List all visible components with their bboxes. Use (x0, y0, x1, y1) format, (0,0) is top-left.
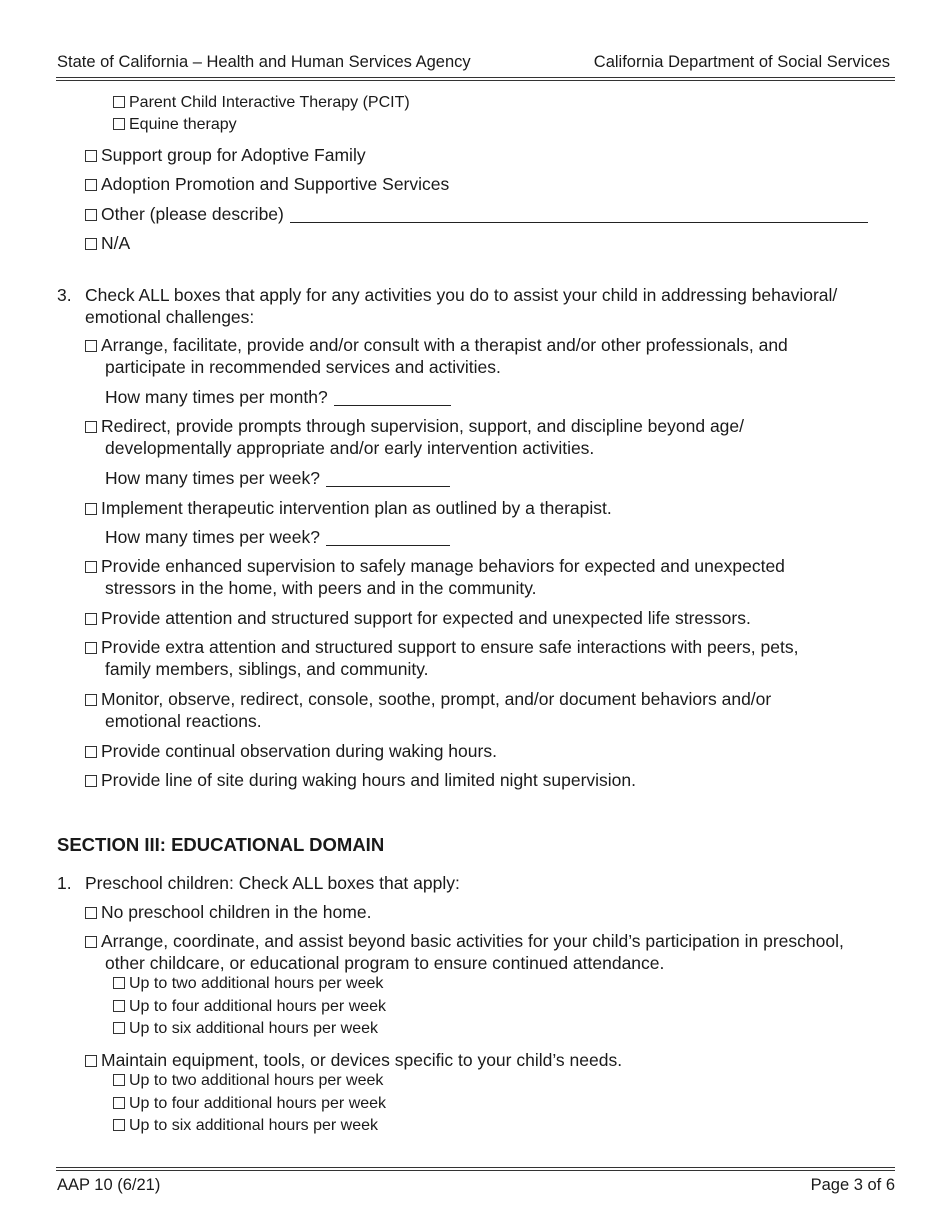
q3-frequency-week-1: How many times per week? (105, 467, 450, 489)
s3-sub-four-hours: Up to four additional hours per week (113, 998, 386, 1016)
q3-option-redirect: Redirect, provide prompts through supervision, support, and discipline beyond age/ developmentally appropriate and/or early intervention activities. (85, 415, 744, 459)
q3-option-continual-observation: Provide continual observation during waking hours. (85, 740, 497, 762)
checkbox[interactable] (85, 775, 97, 787)
q3-option-safe-interactions: Provide extra attention and structured support to ensure safe interactions with peers, pets, family members, siblings, and community. (85, 636, 798, 680)
checkbox[interactable] (113, 1000, 125, 1012)
header-agency: State of California – Health and Human Services Agency (57, 53, 471, 71)
checkbox[interactable] (85, 179, 97, 191)
checkbox[interactable] (85, 238, 97, 250)
q3-option-attention-support: Provide attention and structured support for expected and unexpected life stressors. (85, 607, 751, 629)
checkbox[interactable] (85, 561, 97, 573)
checkbox[interactable] (85, 746, 97, 758)
checkbox[interactable] (85, 613, 97, 625)
q3-option-enhanced-supervision: Provide enhanced supervision to safely manage behaviors for expected and unexpected stressors in the home, with peers and in the community. (85, 555, 785, 599)
checkbox[interactable] (113, 1097, 125, 1109)
option-other: Other (please describe) (85, 203, 868, 225)
s3-sub-two-hours-2: Up to two additional hours per week (113, 1072, 383, 1090)
s3-option-maintain-equipment: Maintain equipment, tools, or devices specific to your child’s needs. (85, 1049, 622, 1071)
checkbox[interactable] (85, 340, 97, 352)
question-3-text: Check ALL boxes that apply for any activities you do to assist your child in addressing behavioral/ emotional challenges: (85, 285, 838, 327)
option-equine-therapy: Equine therapy (113, 116, 237, 134)
checkbox[interactable] (85, 694, 97, 706)
form-number: AAP 10 (6/21) (57, 1176, 161, 1194)
footer-rule (56, 1167, 895, 1168)
checkbox[interactable] (113, 1022, 125, 1034)
times-per-week-field[interactable] (326, 471, 450, 487)
q3-option-intervention-plan: Implement therapeutic intervention plan as outlined by a therapist. (85, 497, 612, 519)
question-1-number: 1. (57, 873, 72, 893)
checkbox[interactable] (85, 150, 97, 162)
q3-frequency-month: How many times per month? (105, 386, 451, 408)
s3-option-no-preschool: No preschool children in the home. (85, 901, 371, 923)
question-1-text: Preschool children: Check ALL boxes that apply: (85, 873, 460, 893)
header-department: California Department of Social Services (593, 53, 890, 71)
checkbox[interactable] (85, 936, 97, 948)
times-per-week-field[interactable] (326, 530, 450, 546)
s3-sub-six-hours: Up to six additional hours per week (113, 1020, 378, 1038)
checkbox[interactable] (113, 118, 125, 130)
checkbox[interactable] (85, 503, 97, 515)
q3-frequency-week-2: How many times per week? (105, 526, 450, 548)
checkbox[interactable] (85, 642, 97, 654)
checkbox[interactable] (85, 209, 97, 221)
section-heading: SECTION III: EDUCATIONAL DOMAIN (57, 834, 385, 855)
q3-option-line-of-site: Provide line of site during waking hours and limited night supervision. (85, 769, 636, 791)
option-pcit: Parent Child Interactive Therapy (PCIT) (113, 94, 410, 112)
q3-option-monitor: Monitor, observe, redirect, console, soothe, prompt, and/or document behaviors and/or emotional reactions. (85, 688, 771, 732)
header-rule-2 (56, 80, 895, 81)
checkbox[interactable] (113, 96, 125, 108)
option-na: N/A (85, 232, 130, 254)
times-per-month-field[interactable] (334, 390, 451, 406)
checkbox[interactable] (85, 1055, 97, 1067)
option-support-group: Support group for Adoptive Family (85, 144, 366, 166)
checkbox[interactable] (113, 1074, 125, 1086)
checkbox[interactable] (113, 977, 125, 989)
footer-rule-2 (56, 1170, 895, 1171)
q3-option-therapist: Arrange, facilitate, provide and/or consult with a therapist and/or other professionals, and participate in recommended services and activities. (85, 334, 788, 378)
s3-sub-six-hours-2: Up to six additional hours per week (113, 1117, 378, 1135)
option-adoption-promotion: Adoption Promotion and Supportive Services (85, 173, 449, 195)
s3-sub-two-hours: Up to two additional hours per week (113, 975, 383, 993)
page-number: Page 3 of 6 (810, 1176, 895, 1194)
question-3-number: 3. (57, 285, 72, 305)
other-describe-field[interactable] (290, 207, 868, 223)
s3-sub-four-hours-2: Up to four additional hours per week (113, 1095, 386, 1113)
checkbox[interactable] (85, 421, 97, 433)
header-rule (56, 77, 895, 78)
checkbox[interactable] (113, 1119, 125, 1131)
s3-option-arrange-coordinate: Arrange, coordinate, and assist beyond basic activities for your child’s participation in preschool, other childcare, or educational program to ensure continued attendance. (85, 930, 844, 974)
checkbox[interactable] (85, 907, 97, 919)
